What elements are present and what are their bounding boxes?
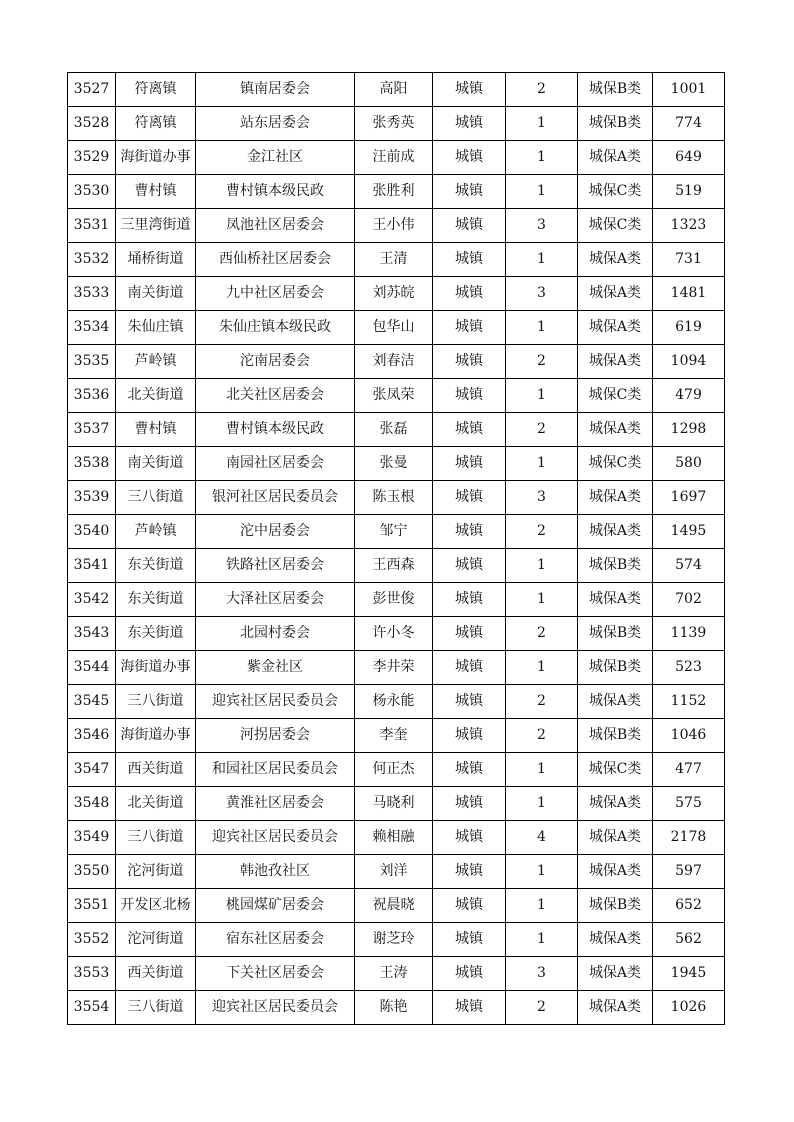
category-cell: 城保C类 bbox=[578, 447, 653, 481]
category-cell: 城保B类 bbox=[578, 719, 653, 753]
row-number-cell: 3545 bbox=[68, 685, 116, 719]
area-type-cell: 城镇 bbox=[433, 617, 506, 651]
amount-cell: 1495 bbox=[653, 515, 725, 549]
amount-cell: 1481 bbox=[653, 277, 725, 311]
row-number-cell: 3538 bbox=[68, 447, 116, 481]
category-cell: 城保A类 bbox=[578, 141, 653, 175]
area-type-cell: 城镇 bbox=[433, 515, 506, 549]
area-type-cell: 城镇 bbox=[433, 855, 506, 889]
table-row bbox=[68, 447, 725, 481]
community-cell: 迎宾社区居民委员会 bbox=[196, 991, 355, 1025]
row-number-cell: 3550 bbox=[68, 855, 116, 889]
household-count-cell: 1 bbox=[506, 243, 578, 277]
street-cell: 北关街道 bbox=[116, 379, 196, 413]
category-cell: 城保B类 bbox=[578, 107, 653, 141]
amount-cell: 1026 bbox=[653, 991, 725, 1025]
amount-cell: 1323 bbox=[653, 209, 725, 243]
name-cell: 张秀英 bbox=[355, 107, 433, 141]
community-cell: 沱中居委会 bbox=[196, 515, 355, 549]
household-count-cell: 2 bbox=[506, 991, 578, 1025]
category-cell: 城保A类 bbox=[578, 855, 653, 889]
street-cell: 西关街道 bbox=[116, 753, 196, 787]
table-row bbox=[68, 243, 725, 277]
amount-cell: 619 bbox=[653, 311, 725, 345]
name-cell: 陈玉根 bbox=[355, 481, 433, 515]
name-cell: 李井荣 bbox=[355, 651, 433, 685]
household-count-cell: 1 bbox=[506, 583, 578, 617]
category-cell: 城保C类 bbox=[578, 753, 653, 787]
table-row bbox=[68, 651, 725, 685]
row-number-cell: 3543 bbox=[68, 617, 116, 651]
name-cell: 汪前成 bbox=[355, 141, 433, 175]
community-cell: 下关社区居委会 bbox=[196, 957, 355, 991]
household-count-cell: 2 bbox=[506, 617, 578, 651]
street-cell: 南关街道 bbox=[116, 447, 196, 481]
category-cell: 城保B类 bbox=[578, 73, 653, 107]
table-row bbox=[68, 209, 725, 243]
community-cell: 沱南居委会 bbox=[196, 345, 355, 379]
community-cell: 镇南居委会 bbox=[196, 73, 355, 107]
area-type-cell: 城镇 bbox=[433, 957, 506, 991]
table-row bbox=[68, 141, 725, 175]
name-cell: 张凤荣 bbox=[355, 379, 433, 413]
name-cell: 张曼 bbox=[355, 447, 433, 481]
amount-cell: 774 bbox=[653, 107, 725, 141]
household-count-cell: 3 bbox=[506, 277, 578, 311]
area-type-cell: 城镇 bbox=[433, 345, 506, 379]
amount-cell: 1152 bbox=[653, 685, 725, 719]
row-number-cell: 3536 bbox=[68, 379, 116, 413]
street-cell: 曹村镇 bbox=[116, 175, 196, 209]
area-type-cell: 城镇 bbox=[433, 277, 506, 311]
name-cell: 邹宁 bbox=[355, 515, 433, 549]
category-cell: 城保C类 bbox=[578, 175, 653, 209]
street-cell: 南关街道 bbox=[116, 277, 196, 311]
name-cell: 马晓利 bbox=[355, 787, 433, 821]
street-cell: 曹村镇 bbox=[116, 413, 196, 447]
category-cell: 城保A类 bbox=[578, 583, 653, 617]
community-cell: 铁路社区居委会 bbox=[196, 549, 355, 583]
name-cell: 王涛 bbox=[355, 957, 433, 991]
community-cell: 南园社区居委会 bbox=[196, 447, 355, 481]
street-cell: 朱仙庄镇 bbox=[116, 311, 196, 345]
row-number-cell: 3542 bbox=[68, 583, 116, 617]
household-count-cell: 2 bbox=[506, 685, 578, 719]
community-cell: 凤池社区居委会 bbox=[196, 209, 355, 243]
street-cell: 东关街道 bbox=[116, 583, 196, 617]
table-row bbox=[68, 753, 725, 787]
amount-cell: 649 bbox=[653, 141, 725, 175]
row-number-cell: 3552 bbox=[68, 923, 116, 957]
row-number-cell: 3537 bbox=[68, 413, 116, 447]
table-row bbox=[68, 787, 725, 821]
amount-cell: 652 bbox=[653, 889, 725, 923]
street-cell: 埇桥街道 bbox=[116, 243, 196, 277]
row-number-cell: 3530 bbox=[68, 175, 116, 209]
street-cell: 北关街道 bbox=[116, 787, 196, 821]
category-cell: 城保A类 bbox=[578, 345, 653, 379]
table-row bbox=[68, 175, 725, 209]
name-cell: 刘春洁 bbox=[355, 345, 433, 379]
household-count-cell: 3 bbox=[506, 957, 578, 991]
table-row bbox=[68, 957, 725, 991]
category-cell: 城保A类 bbox=[578, 311, 653, 345]
amount-cell: 479 bbox=[653, 379, 725, 413]
street-cell: 海街道办事 bbox=[116, 719, 196, 753]
street-cell: 符离镇 bbox=[116, 73, 196, 107]
name-cell: 张磊 bbox=[355, 413, 433, 447]
row-number-cell: 3551 bbox=[68, 889, 116, 923]
table-row bbox=[68, 855, 725, 889]
area-type-cell: 城镇 bbox=[433, 583, 506, 617]
area-type-cell: 城镇 bbox=[433, 481, 506, 515]
household-count-cell: 1 bbox=[506, 651, 578, 685]
street-cell: 符离镇 bbox=[116, 107, 196, 141]
category-cell: 城保B类 bbox=[578, 617, 653, 651]
amount-cell: 731 bbox=[653, 243, 725, 277]
community-cell: 河拐居委会 bbox=[196, 719, 355, 753]
table-row bbox=[68, 107, 725, 141]
table-row bbox=[68, 413, 725, 447]
household-count-cell: 3 bbox=[506, 209, 578, 243]
name-cell: 刘洋 bbox=[355, 855, 433, 889]
amount-cell: 1298 bbox=[653, 413, 725, 447]
community-cell: 曹村镇本级民政 bbox=[196, 175, 355, 209]
row-number-cell: 3533 bbox=[68, 277, 116, 311]
area-type-cell: 城镇 bbox=[433, 549, 506, 583]
street-cell: 沱河街道 bbox=[116, 923, 196, 957]
name-cell: 杨永能 bbox=[355, 685, 433, 719]
table-row bbox=[68, 923, 725, 957]
area-type-cell: 城镇 bbox=[433, 175, 506, 209]
amount-cell: 575 bbox=[653, 787, 725, 821]
table-row bbox=[68, 991, 725, 1025]
household-count-cell: 2 bbox=[506, 719, 578, 753]
area-type-cell: 城镇 bbox=[433, 447, 506, 481]
category-cell: 城保A类 bbox=[578, 787, 653, 821]
name-cell: 刘苏皖 bbox=[355, 277, 433, 311]
community-cell: 西仙桥社区居委会 bbox=[196, 243, 355, 277]
amount-cell: 477 bbox=[653, 753, 725, 787]
name-cell: 赖相融 bbox=[355, 821, 433, 855]
community-cell: 迎宾社区居民委员会 bbox=[196, 685, 355, 719]
table-row bbox=[68, 345, 725, 379]
household-count-cell: 1 bbox=[506, 787, 578, 821]
household-count-cell: 4 bbox=[506, 821, 578, 855]
community-cell: 曹村镇本级民政 bbox=[196, 413, 355, 447]
category-cell: 城保A类 bbox=[578, 413, 653, 447]
name-cell: 包华山 bbox=[355, 311, 433, 345]
street-cell: 芦岭镇 bbox=[116, 345, 196, 379]
category-cell: 城保A类 bbox=[578, 481, 653, 515]
street-cell: 东关街道 bbox=[116, 549, 196, 583]
area-type-cell: 城镇 bbox=[433, 379, 506, 413]
name-cell: 王小伟 bbox=[355, 209, 433, 243]
row-number-cell: 3534 bbox=[68, 311, 116, 345]
area-type-cell: 城镇 bbox=[433, 991, 506, 1025]
area-type-cell: 城镇 bbox=[433, 107, 506, 141]
table-row bbox=[68, 685, 725, 719]
area-type-cell: 城镇 bbox=[433, 719, 506, 753]
area-type-cell: 城镇 bbox=[433, 787, 506, 821]
name-cell: 陈艳 bbox=[355, 991, 433, 1025]
amount-cell: 1139 bbox=[653, 617, 725, 651]
name-cell: 王清 bbox=[355, 243, 433, 277]
street-cell: 西关街道 bbox=[116, 957, 196, 991]
community-cell: 北关社区居委会 bbox=[196, 379, 355, 413]
name-cell: 王西森 bbox=[355, 549, 433, 583]
household-count-cell: 2 bbox=[506, 345, 578, 379]
amount-cell: 1046 bbox=[653, 719, 725, 753]
amount-cell: 1697 bbox=[653, 481, 725, 515]
community-cell: 桃园煤矿居委会 bbox=[196, 889, 355, 923]
community-cell: 紫金社区 bbox=[196, 651, 355, 685]
row-number-cell: 3540 bbox=[68, 515, 116, 549]
row-number-cell: 3528 bbox=[68, 107, 116, 141]
amount-cell: 1945 bbox=[653, 957, 725, 991]
household-count-cell: 1 bbox=[506, 107, 578, 141]
name-cell: 高阳 bbox=[355, 73, 433, 107]
name-cell: 彭世俊 bbox=[355, 583, 433, 617]
category-cell: 城保A类 bbox=[578, 685, 653, 719]
category-cell: 城保A类 bbox=[578, 243, 653, 277]
area-type-cell: 城镇 bbox=[433, 753, 506, 787]
street-cell: 三八街道 bbox=[116, 821, 196, 855]
street-cell: 开发区北杨 bbox=[116, 889, 196, 923]
community-cell: 宿东社区居委会 bbox=[196, 923, 355, 957]
row-number-cell: 3554 bbox=[68, 991, 116, 1025]
household-count-cell: 2 bbox=[506, 413, 578, 447]
community-cell: 迎宾社区居民委员会 bbox=[196, 821, 355, 855]
amount-cell: 523 bbox=[653, 651, 725, 685]
household-count-cell: 1 bbox=[506, 175, 578, 209]
area-type-cell: 城镇 bbox=[433, 889, 506, 923]
household-count-cell: 2 bbox=[506, 515, 578, 549]
table-row bbox=[68, 73, 725, 107]
row-number-cell: 3553 bbox=[68, 957, 116, 991]
row-number-cell: 3527 bbox=[68, 73, 116, 107]
household-count-cell: 3 bbox=[506, 481, 578, 515]
name-cell: 李奎 bbox=[355, 719, 433, 753]
household-count-cell: 1 bbox=[506, 549, 578, 583]
household-count-cell: 1 bbox=[506, 889, 578, 923]
row-number-cell: 3532 bbox=[68, 243, 116, 277]
amount-cell: 1094 bbox=[653, 345, 725, 379]
table-row bbox=[68, 481, 725, 515]
household-count-cell: 1 bbox=[506, 855, 578, 889]
category-cell: 城保A类 bbox=[578, 991, 653, 1025]
category-cell: 城保C类 bbox=[578, 209, 653, 243]
area-type-cell: 城镇 bbox=[433, 821, 506, 855]
household-count-cell: 1 bbox=[506, 753, 578, 787]
row-number-cell: 3541 bbox=[68, 549, 116, 583]
street-cell: 海街道办事 bbox=[116, 651, 196, 685]
category-cell: 城保A类 bbox=[578, 957, 653, 991]
amount-cell: 597 bbox=[653, 855, 725, 889]
category-cell: 城保B类 bbox=[578, 889, 653, 923]
category-cell: 城保A类 bbox=[578, 821, 653, 855]
area-type-cell: 城镇 bbox=[433, 73, 506, 107]
row-number-cell: 3531 bbox=[68, 209, 116, 243]
row-number-cell: 3539 bbox=[68, 481, 116, 515]
amount-cell: 2178 bbox=[653, 821, 725, 855]
street-cell: 三八街道 bbox=[116, 991, 196, 1025]
community-cell: 大泽社区居委会 bbox=[196, 583, 355, 617]
amount-cell: 702 bbox=[653, 583, 725, 617]
row-number-cell: 3535 bbox=[68, 345, 116, 379]
household-count-cell: 1 bbox=[506, 141, 578, 175]
community-cell: 韩池孜社区 bbox=[196, 855, 355, 889]
amount-cell: 562 bbox=[653, 923, 725, 957]
household-count-cell: 2 bbox=[506, 73, 578, 107]
table-row bbox=[68, 583, 725, 617]
name-cell: 何正杰 bbox=[355, 753, 433, 787]
table-row bbox=[68, 889, 725, 923]
row-number-cell: 3549 bbox=[68, 821, 116, 855]
row-number-cell: 3548 bbox=[68, 787, 116, 821]
amount-cell: 1001 bbox=[653, 73, 725, 107]
area-type-cell: 城镇 bbox=[433, 651, 506, 685]
household-count-cell: 1 bbox=[506, 379, 578, 413]
area-type-cell: 城镇 bbox=[433, 413, 506, 447]
street-cell: 三里湾街道 bbox=[116, 209, 196, 243]
amount-cell: 580 bbox=[653, 447, 725, 481]
table-row bbox=[68, 549, 725, 583]
area-type-cell: 城镇 bbox=[433, 685, 506, 719]
data-table bbox=[67, 72, 725, 1025]
community-cell: 黄淮社区居委会 bbox=[196, 787, 355, 821]
row-number-cell: 3529 bbox=[68, 141, 116, 175]
amount-cell: 519 bbox=[653, 175, 725, 209]
community-cell: 朱仙庄镇本级民政 bbox=[196, 311, 355, 345]
area-type-cell: 城镇 bbox=[433, 243, 506, 277]
street-cell: 三八街道 bbox=[116, 685, 196, 719]
table-row bbox=[68, 821, 725, 855]
area-type-cell: 城镇 bbox=[433, 209, 506, 243]
street-cell: 三八街道 bbox=[116, 481, 196, 515]
row-number-cell: 3547 bbox=[68, 753, 116, 787]
name-cell: 张胜利 bbox=[355, 175, 433, 209]
name-cell: 祝晨晓 bbox=[355, 889, 433, 923]
category-cell: 城保B类 bbox=[578, 651, 653, 685]
household-count-cell: 1 bbox=[506, 447, 578, 481]
table-row bbox=[68, 719, 725, 753]
amount-cell: 574 bbox=[653, 549, 725, 583]
street-cell: 芦岭镇 bbox=[116, 515, 196, 549]
table-row bbox=[68, 277, 725, 311]
household-count-cell: 1 bbox=[506, 923, 578, 957]
area-type-cell: 城镇 bbox=[433, 923, 506, 957]
category-cell: 城保C类 bbox=[578, 379, 653, 413]
street-cell: 沱河街道 bbox=[116, 855, 196, 889]
street-cell: 海街道办事 bbox=[116, 141, 196, 175]
category-cell: 城保A类 bbox=[578, 515, 653, 549]
community-cell: 站东居委会 bbox=[196, 107, 355, 141]
community-cell: 九中社区居委会 bbox=[196, 277, 355, 311]
category-cell: 城保A类 bbox=[578, 923, 653, 957]
community-cell: 银河社区居民委员会 bbox=[196, 481, 355, 515]
community-cell: 金江社区 bbox=[196, 141, 355, 175]
table-row bbox=[68, 379, 725, 413]
name-cell: 许小冬 bbox=[355, 617, 433, 651]
table-row bbox=[68, 617, 725, 651]
row-number-cell: 3546 bbox=[68, 719, 116, 753]
table-body bbox=[68, 73, 725, 1025]
row-number-cell: 3544 bbox=[68, 651, 116, 685]
name-cell: 谢芝玲 bbox=[355, 923, 433, 957]
table-row bbox=[68, 515, 725, 549]
community-cell: 北园村委会 bbox=[196, 617, 355, 651]
category-cell: 城保A类 bbox=[578, 277, 653, 311]
community-cell: 和园社区居民委员会 bbox=[196, 753, 355, 787]
category-cell: 城保B类 bbox=[578, 549, 653, 583]
table-row bbox=[68, 311, 725, 345]
area-type-cell: 城镇 bbox=[433, 311, 506, 345]
area-type-cell: 城镇 bbox=[433, 141, 506, 175]
street-cell: 东关街道 bbox=[116, 617, 196, 651]
household-count-cell: 1 bbox=[506, 311, 578, 345]
